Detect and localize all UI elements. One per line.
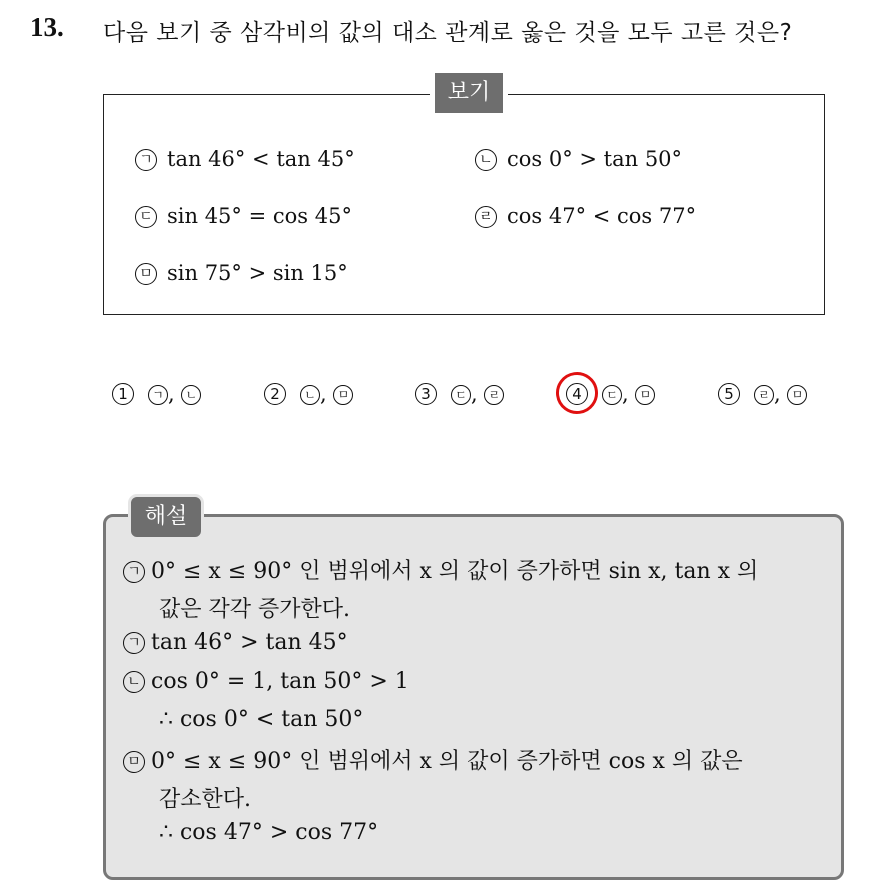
bogi-item-d <box>475 204 696 228</box>
bogi-item-text: cos 0° > tan 50° <box>507 147 683 171</box>
choice-mark-icon: ㅁ <box>787 385 807 405</box>
solution-line <box>123 669 409 694</box>
solution-text: 0° ≤ x ≤ 90° 인 범위에서 x 의 값이 증가하면 sin x, tan x 의 <box>151 559 759 584</box>
mark-mieum-icon: ㅁ <box>123 751 145 773</box>
choice-number-icon: 3 <box>415 383 437 405</box>
solution-line <box>123 630 348 655</box>
choice-mark-icon: ㅁ <box>635 385 655 405</box>
mark-rieul-icon: ㄹ <box>475 206 497 228</box>
solution-text: tan 46° > tan 45° <box>151 630 348 655</box>
choice-mark-icon: ㄱ <box>148 385 168 405</box>
bogi-item-text: sin 45° = cos 45° <box>167 204 352 228</box>
solution-line <box>123 554 758 585</box>
choice-number-icon: 1 <box>112 383 134 405</box>
bogi-item-b <box>475 147 682 171</box>
mark-mieum-icon: ㅁ <box>135 263 157 285</box>
solution-text: cos 0° = 1, tan 50° > 1 <box>151 669 409 694</box>
choice-1[interactable]: 1 ㄱ , ㄴ <box>112 382 201 406</box>
mark-giyeok-icon: ㄱ <box>123 632 145 654</box>
choice-number-icon: 5 <box>718 383 740 405</box>
choice-mark-icon: ㄷ <box>451 385 471 405</box>
bogi-item-e <box>135 261 348 285</box>
bogi-title: 보기 <box>430 73 508 113</box>
solution-text: 값은 각각 증가한다. <box>159 597 350 622</box>
choice-mark-icon: ㄹ <box>754 385 774 405</box>
choice-4[interactable]: 4 ㄷ , ㅁ <box>566 382 655 406</box>
choice-2[interactable]: 2 ㄴ , ㅁ <box>264 382 353 406</box>
choice-5[interactable]: 5 ㄹ , ㅁ <box>718 382 807 406</box>
choice-number-icon: 4 <box>566 383 588 405</box>
bogi-item-a <box>135 147 355 171</box>
choice-3[interactable]: 3 ㄷ , ㄹ <box>415 382 504 406</box>
solution-line <box>159 707 363 732</box>
bogi-item-text: tan 46° < tan 45° <box>167 147 355 171</box>
choice-number-icon: 2 <box>264 383 286 405</box>
solution-line <box>123 744 743 775</box>
bogi-item-c <box>135 204 352 228</box>
solution-line <box>159 820 378 845</box>
choice-mark-icon: ㅁ <box>333 385 353 405</box>
choice-mark-icon: ㄴ <box>181 385 201 405</box>
solution-text: ∴ cos 0° < tan 50° <box>159 707 364 732</box>
solution-line <box>159 782 251 813</box>
solution-text: 감소한다. <box>159 787 252 812</box>
selected-answer-circle-icon <box>553 369 600 416</box>
solution-title: 해설 <box>128 494 204 540</box>
mark-giyeok-icon: ㄱ <box>135 149 157 171</box>
bogi-item-text: sin 75° > sin 15° <box>167 261 348 285</box>
mark-nieun-icon: ㄴ <box>123 671 145 693</box>
solution-line <box>159 592 350 623</box>
bogi-item-text: cos 47° < cos 77° <box>507 204 697 228</box>
mark-digeut-icon: ㄷ <box>135 206 157 228</box>
solution-text: 0° ≤ x ≤ 90° 인 범위에서 x 의 값이 증가하면 cos x 의 값은 <box>151 749 743 774</box>
question-number: 13. <box>30 12 64 42</box>
choice-mark-icon: ㄷ <box>602 385 622 405</box>
choice-mark-icon: ㄹ <box>484 385 504 405</box>
solution-text: ∴ cos 47° > cos 77° <box>159 820 379 845</box>
mark-nieun-icon: ㄴ <box>475 149 497 171</box>
mark-giyeok-icon: ㄱ <box>123 561 145 583</box>
question-text: 다음 보기 중 삼각비의 값의 대소 관계로 옳은 것을 모두 고른 것은? <box>103 20 793 46</box>
choice-mark-icon: ㄴ <box>300 385 320 405</box>
